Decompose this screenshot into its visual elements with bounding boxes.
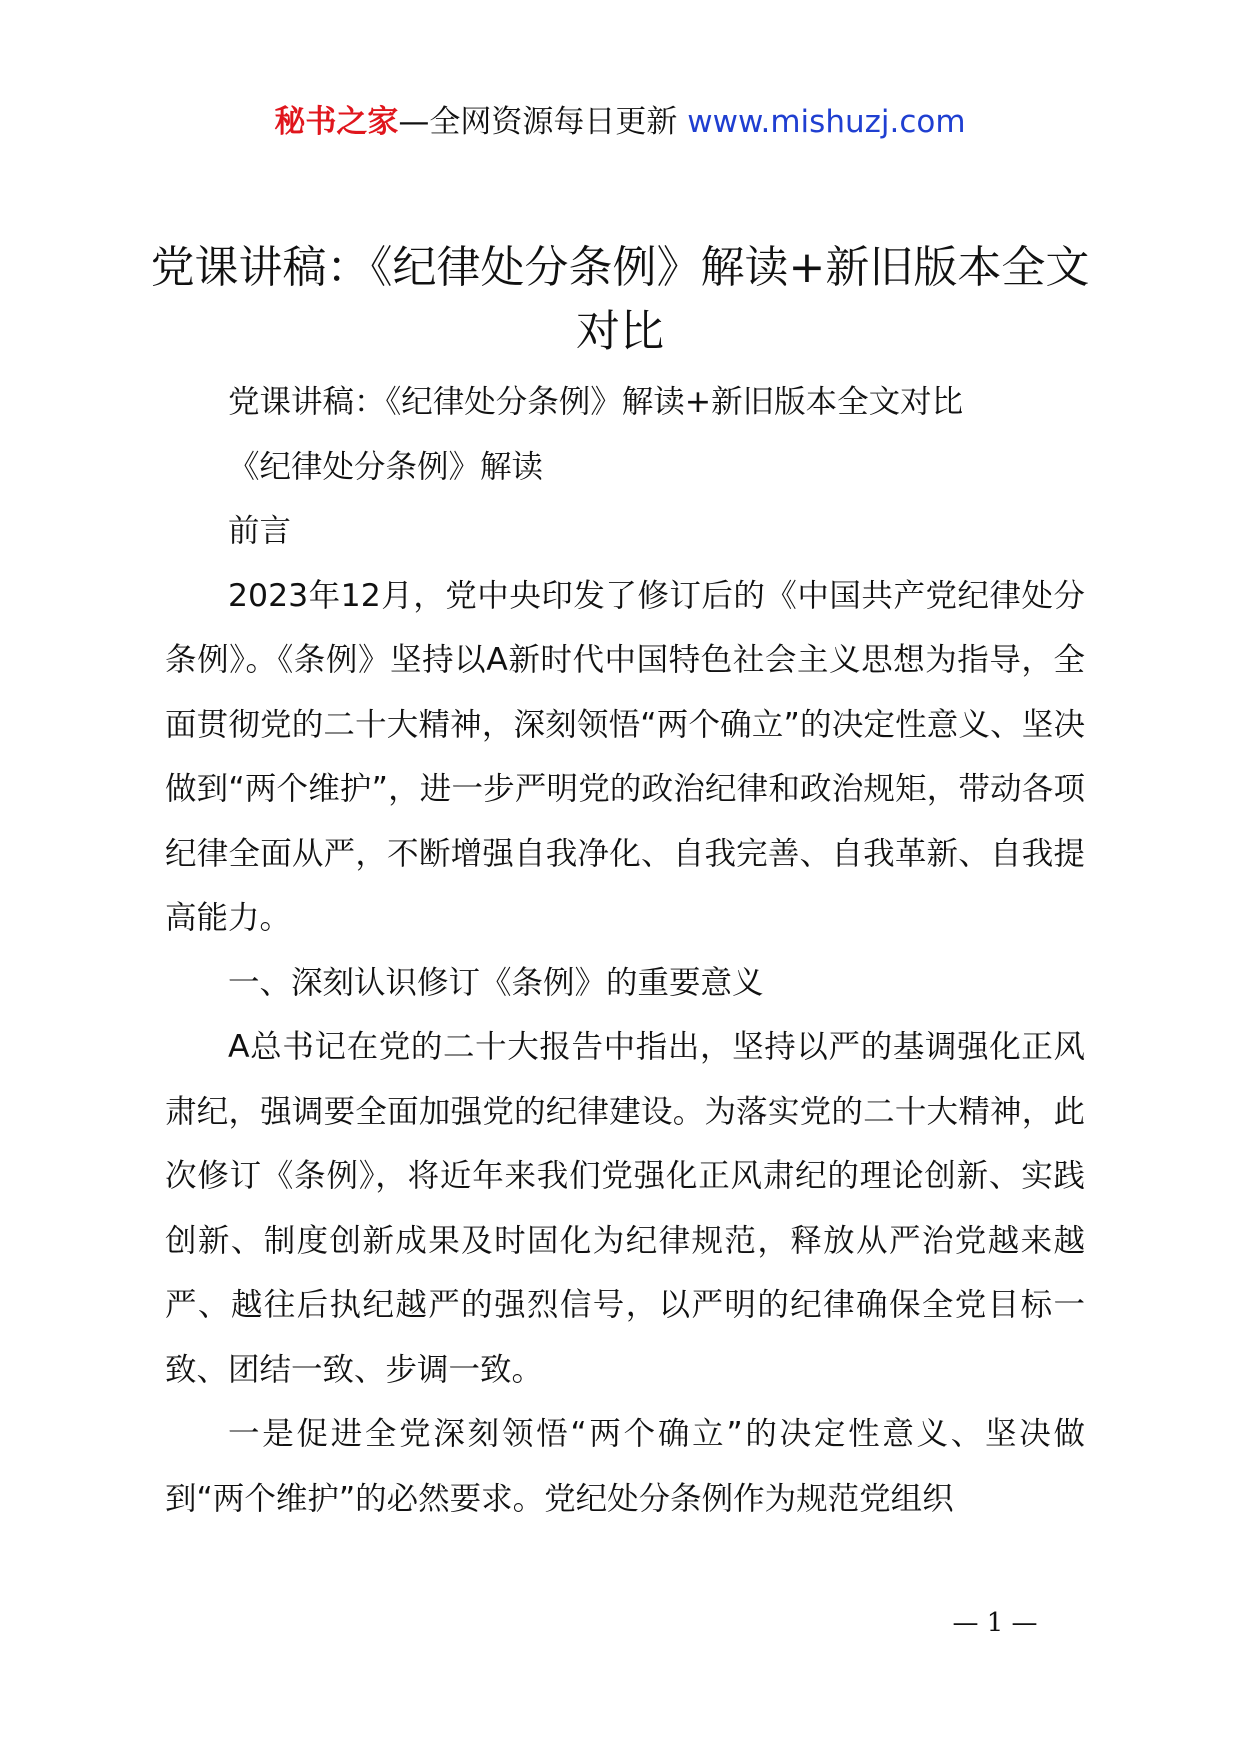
paragraph-heading-one: 一、深刻认识修订《条例》的重要意义 <box>228 964 764 1001</box>
paragraph-subtitle: 党课讲稿：《纪律处分条例》解读+新旧版本全文对比 <box>228 384 964 420</box>
paragraph-preface: 2023年12月，党中央印发了修订后的《中国共产党纪律处分条例》。《条例》坚持以A新时代中国特色社会主义思想为指导，全面贯彻党的二十大精神，深刻领悟“两个确立”的决定性意义、坚决做到“两个维护”，进一步严明党的政治纪律和政治规矩，带动各项纪律全面从严，不断增强自我净化、自我完善、自我革新、自我提高能力。 <box>165 577 1086 936</box>
paragraph-body: A总书记在党的二十大报告中指出，坚持以严的基调强化正风肃纪，强调要全面加强党的纪律建设。为落实党的二十大精神，此次修订《条例》，将近年来我们党强化正风肃纪的理论创新、实践创新、制度创新成果及时固化为纪律规范，释放从严治党越来越严、越往后执纪越严的强烈信号，以严明的纪律确保全党目标一致、团结一致、步调一致。 <box>165 1029 1085 1388</box>
paragraph-section-heading: 《纪律处分条例》解读 <box>228 448 544 485</box>
page-number: — 1 — <box>952 1608 1038 1638</box>
document-body <box>165 370 1085 1531</box>
header-url-link[interactable]: www.mishuzj.com <box>687 104 966 140</box>
header-slogan: —全网资源每日更新 <box>398 104 688 140</box>
header-brand: 秘书之家 <box>274 104 399 140</box>
paragraph-body: 一是促进全党深刻领悟“两个确立”的决定性意义、坚决做到“两个维护”的必然要求。党纪处分条例作为规范党组织 <box>165 1416 1085 1517</box>
paragraph-preface-heading: 前言 <box>228 513 292 549</box>
document-title: 党课讲稿：《纪律处分条例》解读+新旧版本全文对比 <box>150 242 1090 357</box>
site-header <box>0 100 1240 144</box>
